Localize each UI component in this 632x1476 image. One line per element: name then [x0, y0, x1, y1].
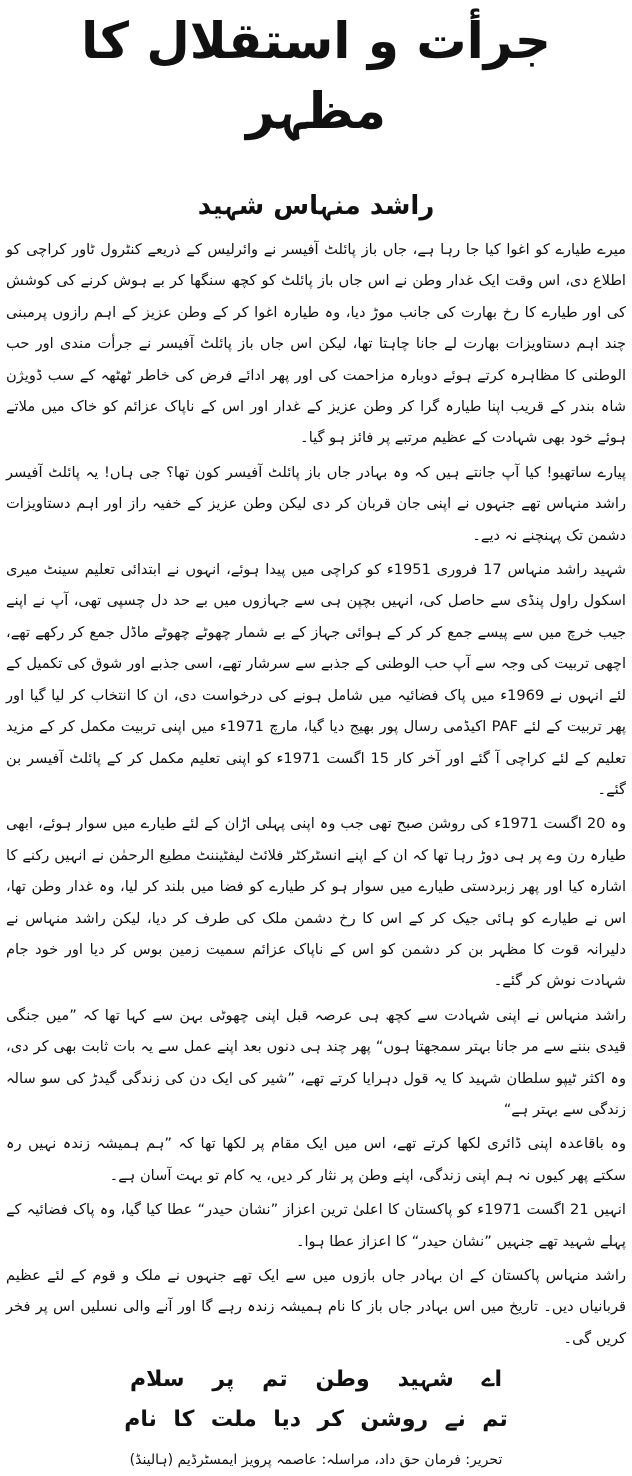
poem-line — [6, 1400, 626, 1440]
poem-word: نے — [444, 1407, 466, 1433]
article-title: جرأت و استقلال کا مظہر — [81, 12, 551, 140]
poem-word: ملت — [210, 1407, 257, 1433]
poem-word: تم — [262, 1367, 288, 1393]
article-credit: تحریر: فرمان حق داد، مراسلہ: عاصمہ پرویز ایمسٹرڈیم (ہالینڈ) — [129, 1452, 503, 1469]
poem-word: نام — [124, 1407, 157, 1433]
poem-word: پر — [212, 1367, 235, 1393]
poem-word: سلام — [129, 1367, 185, 1393]
poem-word: اے — [481, 1367, 503, 1393]
article-author: راشد منہاس شہید — [197, 191, 435, 221]
paragraph: وہ 20 اگست 1971ء کی روشن صبح تھی جب وہ اپنی پہلی اڑان کے لئے طیارے میں سوار ہوئے، ابھی طیارہ رن وے پر ہی دوڑ رہا تھا کہ ان کے اپنے انسٹرکٹر فلائٹ لیفٹیننٹ مطیع الرحمٰن نے انہیں رکنے کا اشارہ کیا اور پھر زبردستی طیارے میں سوار ہو کر طیارے کو فضا میں بلند کر لیا، وہ غدار وطن تھا، اس نے طیارے کو ہائی جیک کر کے اس کا رخ دشمن ملک کی طرف کر دیا، لیکن راشد منہاس نے دلیرانہ قوت کا مظہر بن کر دشمن کو اس کے ناپاک عزائم سمیت زمین بوس کر دیا اور خود جام شہادت نوش کر گئے۔ — [6, 815, 626, 990]
poem-word: شہید — [397, 1367, 454, 1393]
poem-word: کر — [317, 1407, 344, 1433]
paragraph: شہید راشد منہاس 17 فروری 1951ء کو کراچی میں پیدا ہوئے، انہوں نے ابتدائی تعلیم سینٹ میری اسکول راول پنڈی سے حاصل کی، انہیں بچپن ہی سے جہازوں میں بے حد دل چسپی تھی، آپ نے اپنے جیب خرچ میں سے پیسے جمع کر کر کے ہوائی جہاز کے بے شمار چھوٹے چھوٹے ماڈل جمع کر رکھے تھے، اچھی تربیت کی وجہ سے آپ حب الوطنی کے جذبے سے سرشار تھے، اسی جذبے اور شوق کی تکمیل کے لئے انہوں نے 1969ء میں پاک فضائیہ میں شامل ہونے کی درخواست دی، ان کا انتخاب کر لیا گیا اور پھر تربیت کے لئے PAF اکیڈمی رسال پور بھیج دیا گیا، مارچ 1971ء میں اپنی تربیت مکمل کر کے مزید تعلیم کے لئے کراچی آ گئے اور آخر کار 15 اگست 1971ء کو اپنی تعلیم مکمل کر کے پائلٹ آفیسر بن گئے۔ — [6, 561, 627, 798]
paragraph: میرے طیارے کو اغوا کیا جا رہا ہے، جاں باز پائلٹ آفیسر نے وائرلیس کے ذریعے کنٹرول ٹاور کراچی کو اطلاع دی، اس وقت ایک غدار وطن نے اس جاں باز پائلٹ کو کچھ سنگھا کر بے ہوش کرنے کی کوشش کی اور طیارے کا رخ بھارت کی جانب موڑ دیا، وہ طیارہ اغوا کر کے وطن عزیز کے اہم رازوں پرمبنی چند اہم دستاویزات بھارت لے جانا چاہتا تھا، لیکن اس جاں باز پائلٹ آفیسر نے جرأت مندی اور حب الوطنی کا مظاہرہ کرتے ہوئے دوبارہ مزاحمت کی اور پھر ادائے فرض کی خاطر ٹھٹھہ کے سب ڈویژن شاہ بندر کے قریب اپنا طیارہ گرا کر وطن عزیز کے غدار اور اس کے ناپاک عزائم کو خاک میں ملاتے ہوئے خود بھی شہادت کے عظیم مرتبے پر فائز ہو گیا۔ — [6, 241, 626, 447]
poem — [6, 1360, 626, 1440]
paragraph: وہ باقاعدہ اپنی ڈائری لکھا کرتے تھے، اس میں ایک مقام پر لکھا تھا کہ ”ہم ہمیشہ زندہ نہیں رہ سکتے پھر کیوں نہ ہم اپنی زندگی، اپنے وطن پر نثار کر دیں، یہ کام تو بہت آسان ہے۔ — [6, 1135, 626, 1184]
paragraph: راشد منہاس پاکستان کے ان بہادر جاں بازوں میں سے ایک تھے جنہوں نے ملک و قوم کے لئے عظیم قربانیاں دیں۔ تاریخ میں اس بہادر جاں باز کا نام ہمیشہ زندہ رہے گا اور آنے والی نسلیں اس پر فخر کریں گی۔ — [6, 1267, 626, 1347]
poem-word: دیا — [273, 1407, 302, 1433]
article-body — [6, 234, 626, 1354]
poem-line — [6, 1360, 626, 1400]
poem-word: روشن — [360, 1407, 429, 1433]
poem-word: کا — [173, 1407, 195, 1433]
paragraph: پیارے ساتھیو! کیا آپ جانتے ہیں کہ وہ بہادر جاں باز پائلٹ آفیسر کون تھا؟ جی ہاں! یہ پائلٹ آفیسر راشد منہاس تھے جنہوں نے اپنی جان قربان کر دی لیکن وطن عزیز کے خفیہ راز اور اہم دستاویزات دشمن تک پہنچنے نہ دیے۔ — [6, 463, 626, 544]
paragraph: راشد منہاس نے اپنی شہادت سے کچھ ہی عرصہ قبل اپنی چھوٹی بہن سے کہا تھا کہ ”میں جنگی قیدی بننے سے مر جانا بہتر سمجھتا ہوں“ پھر چند ہی دنوں بعد اپنے عمل سے یہ بات ثابت بھی کر دی، وہ اکثر ٹیپو سلطان شہید کا یہ قول دہرایا کرتے تھے، ”شیر کی ایک دن کی زندگی گیدڑ کی سو سالہ زندگی سے بہتر ہے“ — [6, 1006, 626, 1118]
article — [0, 6, 632, 1469]
poem-word: تم — [482, 1407, 508, 1433]
paragraph: انہیں 21 اگست 1971ء کو پاکستان کا اعلیٰ ترین اعزاز ”نشان حیدر“ عطا کیا گیا، وہ پاک فضائیہ کے پہلے شہید تھے جنہیں ”نشان حیدر“ کا اعزاز عطا ہوا۔ — [6, 1201, 626, 1250]
poem-word: وطن — [315, 1367, 370, 1393]
